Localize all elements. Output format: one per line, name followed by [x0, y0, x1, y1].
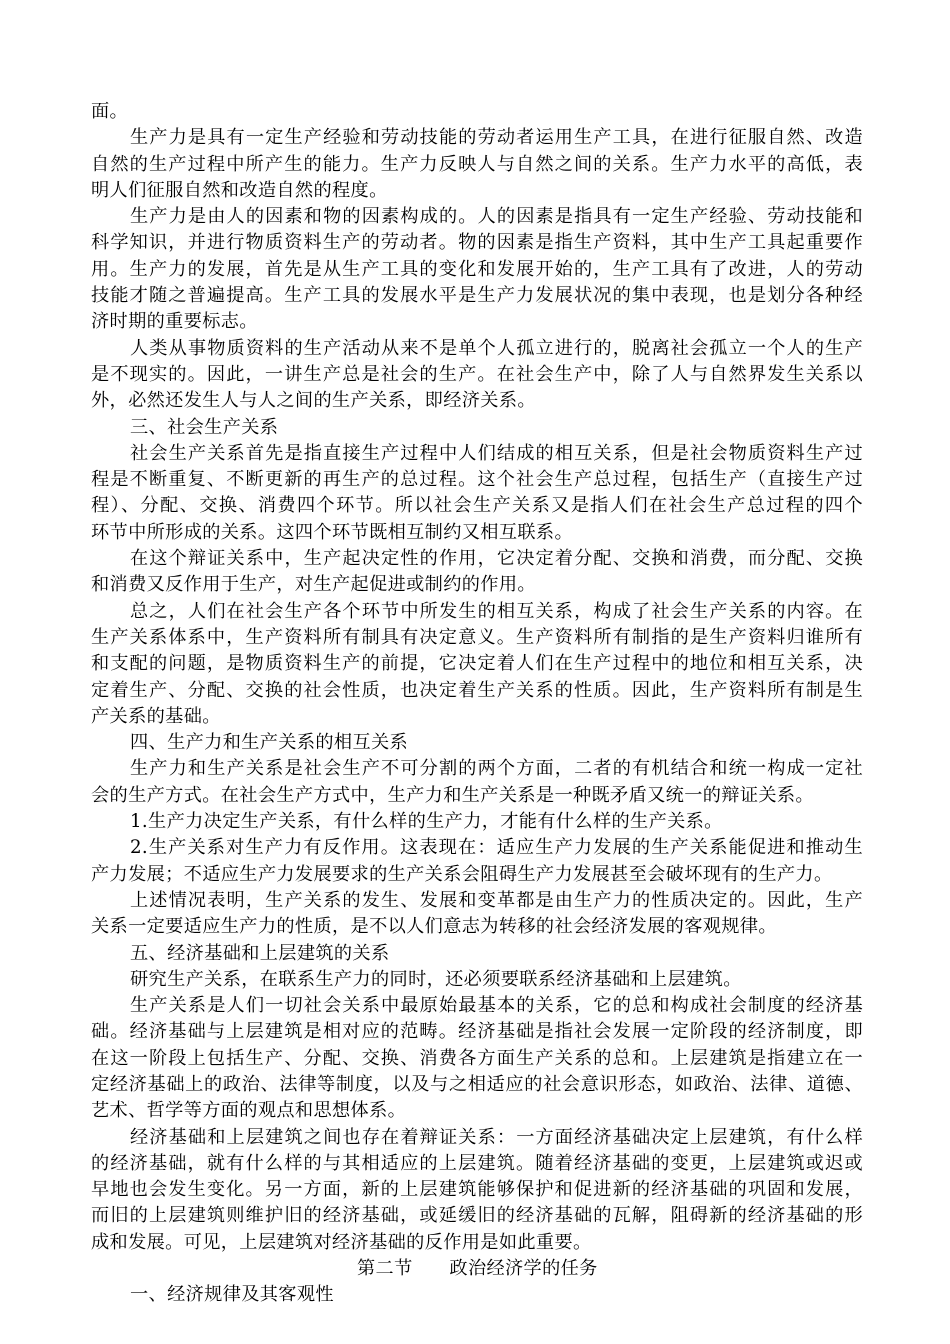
text-line: 早地也会发生变化。另一方面，新的上层建筑能够保护和促进新的经济基础的巩固和发展，	[91, 1179, 863, 1201]
text-line: 生产力和生产关系是社会生产不可分割的两个方面，二者的有机结合和统一构成一定社	[130, 758, 863, 780]
text-line: 在这一阶段上包括生产、分配、交换、消费各方面生产关系的总和。上层建筑是指建立在一	[91, 1047, 863, 1069]
text-line: 生产关系体系中，生产资料所有制具有决定意义。生产资料所有制指的是生产资料归谁所有	[91, 626, 863, 648]
text-line: 生产力是由人的因素和物的因素构成的。人的因素是指具有一定生产经验、劳动技能和	[130, 206, 863, 228]
text-line: 会的生产方式。在社会生产方式中，生产力和生产关系是一种既矛盾又统一的辩证关系。	[91, 784, 814, 806]
text-line: 面。	[91, 101, 129, 122]
text-line: 1.生产力决定生产关系，有什么样的生产力，才能有什么样的生产关系。	[130, 811, 723, 833]
text-line: 关系一定要适应生产力的性质，是不以人们意志为转移的社会经济发展的客观规律。	[91, 916, 777, 938]
section-heading: 第二节 政治经济学的任务	[357, 1258, 598, 1280]
text-line: 定着生产、分配、交换的社会性质，也决定着生产关系的性质。因此，生产资料所有制是生	[91, 679, 863, 701]
text-line: 成和发展。可见，上层建筑对经济基础的反作用是如此重要。	[91, 1231, 592, 1253]
text-line: 明人们征服自然和改造自然的程度。	[91, 179, 388, 201]
text-line: 经济基础和上层建筑之间也存在着辩证关系：一方面经济基础决定上层建筑，有什么样	[130, 1126, 863, 1148]
text-line: 艺术、哲学等方面的观点和思想体系。	[91, 1100, 407, 1122]
text-line: 四、生产力和生产关系的相互关系	[130, 732, 409, 754]
text-line: 用。生产力的发展，首先是从生产工具的变化和发展开始的，生产工具有了改进，人的劳动	[91, 258, 863, 280]
text-line: 产力发展；不适应生产力发展要求的生产关系会阻碍生产力发展甚至会破坏现有的生产力。	[91, 863, 833, 885]
document-page	[91, 99, 863, 1309]
text-line: 环节中所形成的关系。这四个环节既相互制约又相互联系。	[91, 521, 573, 543]
text-line: 2.生产关系对生产力有反作用。这表现在：适应生产力发展的生产关系能促进和推动生	[130, 837, 863, 859]
subsection-heading: 一、经济规律及其客观性	[130, 1284, 334, 1306]
text-line: 三、社会生产关系	[130, 416, 279, 438]
text-line: 上述情况表明，生产关系的发生、发展和变革都是由生产力的性质决定的。因此，生产	[130, 889, 863, 911]
text-line: 生产力是具有一定生产经验和劳动技能的劳动者运用生产工具，在进行征服自然、改造	[130, 127, 863, 149]
text-line: 程是不断重复、不断更新的再生产的总过程。这个社会生产总过程，包括生产（直接生产过	[91, 469, 863, 491]
text-line: 外，必然还发生人与人之间的生产关系，即经济关系。	[91, 390, 536, 412]
text-line: 而旧的上层建筑则维护旧的经济基础，或延缓旧的经济基础的瓦解，阻碍新的经济基础的形	[91, 1205, 863, 1227]
text-line: 人类从事物质资料的生产活动从来不是单个人孤立进行的，脱离社会孤立一个人的生产	[130, 337, 863, 359]
text-line: 技能才随之普遍提高。生产工具的发展水平是生产力发展状况的集中表现，也是划分各种经	[91, 285, 863, 307]
text-line: 产关系的基础。	[91, 705, 221, 727]
text-line: 五、经济基础和上层建筑的关系	[130, 942, 390, 964]
text-line: 生产关系是人们一切社会关系中最原始最基本的关系，它的总和构成社会制度的经济基	[130, 995, 863, 1017]
text-line: 程）、分配、交换、消费四个环节。所以社会生产关系又是指人们在社会生产总过程的四个	[91, 495, 863, 517]
text-line: 总之，人们在社会生产各个环节中所发生的相互关系，构成了社会生产关系的内容。在	[130, 600, 863, 622]
text-line: 社会生产关系首先是指直接生产过程中人们结成的相互关系，但是社会物质资料生产过	[130, 442, 863, 464]
text-line: 研究生产关系，在联系生产力的同时，还必须要联系经济基础和上层建筑。	[130, 968, 742, 990]
text-line: 自然的生产过程中所产生的能力。生产力反映人与自然之间的关系。生产力水平的高低，表	[91, 153, 863, 175]
text-line: 和支配的问题，是物质资料生产的前提，它决定着人们在生产过程中的地位和相互关系，决	[91, 653, 863, 675]
text-line: 和消费又反作用于生产，对生产起促进或制约的作用。	[91, 574, 536, 596]
text-line: 础。经济基础与上层建筑是相对应的范畴。经济基础是指社会发展一定阶段的经济制度，即	[91, 1021, 863, 1043]
text-line: 是不现实的。因此，一讲生产总是社会的生产。在社会生产中，除了人与自然界发生关系以	[91, 363, 863, 385]
text-line: 济时期的重要标志。	[91, 311, 258, 333]
document-body	[91, 99, 863, 1256]
text-line: 定经济基础上的政治、法律等制度，以及与之相适应的社会意识形态，如政治、法律、道德、	[91, 1073, 863, 1095]
text-line: 的经济基础，就有什么样的与其相适应的上层建筑。随着经济基础的变更，上层建筑或迟或	[91, 1152, 863, 1174]
text-line: 科学知识，并进行物质资料生产的劳动者。物的因素是指生产资料，其中生产工具起重要作	[91, 232, 863, 254]
text-line: 在这个辩证关系中，生产起决定性的作用，它决定着分配、交换和消费，而分配、交换	[130, 548, 863, 570]
